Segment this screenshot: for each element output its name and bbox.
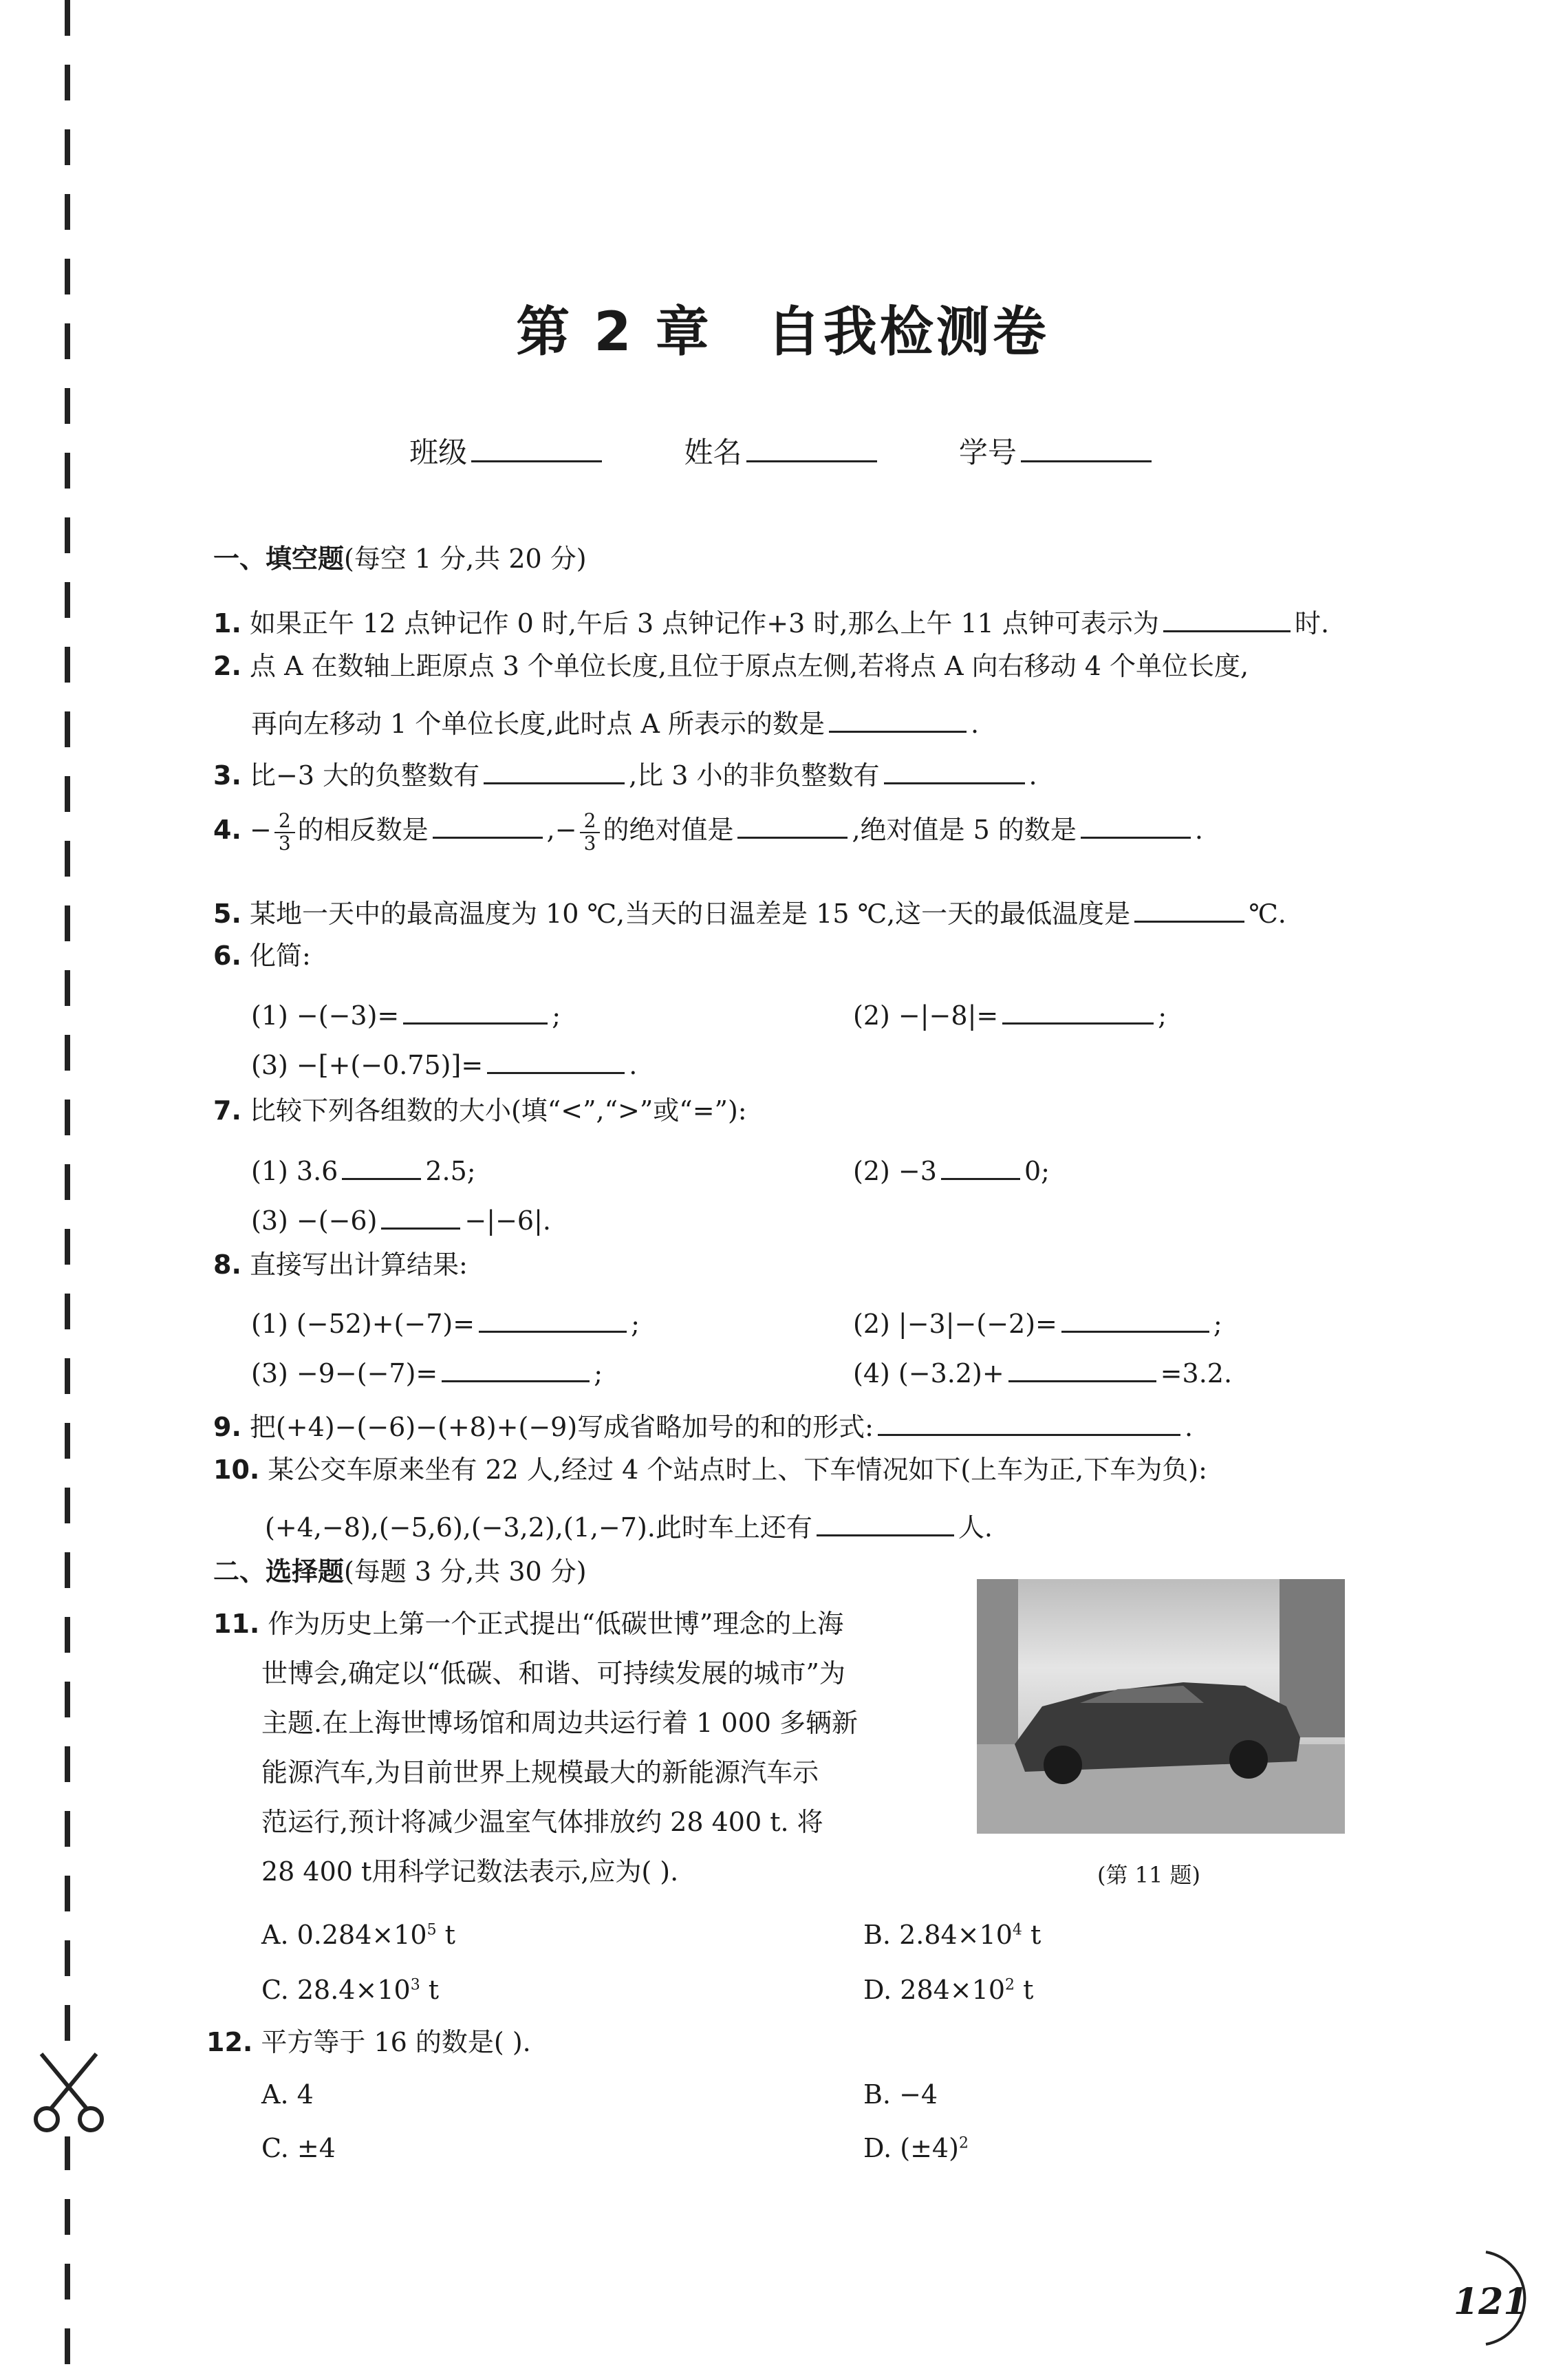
- q3-blank-2[interactable]: [884, 752, 1025, 784]
- question-5: 5. 某地一天中的最高温度为 10 ℃,当天的日温差是 15 ℃,这一天的最低温度是 ℃.: [213, 890, 1286, 930]
- q8-part-4: (4) (−3.2)+ =3.2.: [853, 1350, 1232, 1390]
- q11-line: 范运行,预计将减少温室气体排放约 28 400 t. 将: [261, 1807, 823, 1837]
- q7-blank-1[interactable]: [342, 1148, 421, 1180]
- q11-option-b[interactable]: B. $2.84\times 10^4$ t: [863, 1920, 1041, 1950]
- q11-line: 主题.在上海世博场馆和周边共运行着 1 000 多辆新: [261, 1708, 859, 1738]
- q6-part-1: (1) −(−3)= ;: [251, 992, 561, 1032]
- q4-blank-2[interactable]: [737, 806, 848, 839]
- question-2: 2. 点 A 在数轴上距原点 3 个单位长度,且位于原点左侧,若将点 A 向右移动 4 个单位长度,: [213, 651, 1249, 681]
- q11-line: 世博会,确定以“低碳、和谐、可持续发展的城市”为: [261, 1658, 845, 1688]
- question-6: 6. 化简:: [213, 941, 311, 971]
- question-9: 9. 把(+4)−(−6)−(+8)+(−9)写成省略加号的和的形式: .: [213, 1404, 1193, 1444]
- q12-option-b[interactable]: B. −4: [863, 2079, 938, 2110]
- q11-option-d[interactable]: D. $284\times 10^2$ t: [863, 1975, 1034, 2005]
- name-label: 姓名: [684, 436, 742, 469]
- id-field[interactable]: [1021, 430, 1152, 462]
- q4-blank-3[interactable]: [1081, 806, 1191, 839]
- q8-blank-4[interactable]: [1008, 1350, 1156, 1382]
- q12-option-c[interactable]: C. ±4: [261, 2133, 336, 2163]
- figure-caption: (第 11 题): [1097, 1862, 1201, 1888]
- q8-blank-3[interactable]: [442, 1350, 590, 1382]
- q9-blank[interactable]: [878, 1404, 1180, 1436]
- student-info: [0, 430, 1565, 471]
- q6-part-2: (2) −|−8|= ;: [853, 992, 1167, 1032]
- section2-heading: 二、选择题(每题 3 分,共 30 分): [213, 1556, 587, 1587]
- q7-blank-2[interactable]: [941, 1148, 1020, 1180]
- q6-part-3: (3) −[+(−0.75)]= .: [251, 1042, 637, 1082]
- q10-blank[interactable]: [817, 1504, 954, 1536]
- q2-blank[interactable]: [829, 700, 967, 733]
- q11-line: 能源汽车,为目前世界上规模最大的新能源汽车示: [261, 1757, 819, 1788]
- scissors-icon: [28, 2047, 110, 2136]
- class-field[interactable]: [471, 430, 602, 462]
- q1-blank[interactable]: [1163, 600, 1291, 632]
- q11-option-a[interactable]: A. $0.284\times 10^5$ t: [261, 1920, 455, 1950]
- page-number: 121: [1448, 2247, 1551, 2350]
- q8-part-3: (3) −9−(−7)= ;: [251, 1350, 603, 1390]
- q6-blank-2[interactable]: [1002, 992, 1154, 1025]
- q11-option-c[interactable]: C. $28.4\times 10^3$ t: [261, 1975, 440, 2005]
- car-photo: [977, 1579, 1345, 1834]
- question-3: 3. 比−3 大的负整数有 ,比 3 小的非负整数有 .: [213, 752, 1037, 792]
- q5-blank[interactable]: [1134, 890, 1244, 923]
- q12-option-a[interactable]: A. 4: [261, 2079, 314, 2110]
- q7-part-2: (2) −3 0;: [853, 1148, 1050, 1188]
- page-title: 第 2 章 自我检测卷: [516, 301, 1049, 363]
- question-10: 10. 某公交车原来坐有 22 人,经过 4 个站点时上、下车情况如下(上车为正,下车为负):: [213, 1455, 1207, 1485]
- question-4: 4. − $\frac{2}{3}$ 的相反数是 ,− $\frac{2}{3}$ 的绝对值是 ,绝对值是 5 的数是 .: [213, 806, 1203, 854]
- q6-blank-1[interactable]: [403, 992, 548, 1025]
- question-11: 11. 作为历史上第一个正式提出“低碳世博”理念的上海: [213, 1609, 844, 1639]
- q12-option-d[interactable]: D. $(\pm 4)^2$: [863, 2133, 969, 2163]
- question-1: 1. 如果正午 12 点钟记作 0 时,午后 3 点钟记作+3 时,那么上午 11 点钟可表示为 时.: [213, 600, 1329, 640]
- question-8: 8. 直接写出计算结果:: [213, 1250, 468, 1280]
- q8-part-1: (1) (−52)+(−7)= ;: [251, 1300, 640, 1340]
- q8-blank-2[interactable]: [1061, 1300, 1209, 1333]
- question-12: 12. 平方等于 16 的数是( ).: [206, 2027, 531, 2057]
- id-label: 学号: [958, 436, 1017, 469]
- q6-blank-3[interactable]: [487, 1042, 625, 1074]
- question-7: 7. 比较下列各组数的大小(填“<”,“>”或“=”):: [213, 1095, 747, 1126]
- q7-part-1: (1) 3.6 2.5;: [251, 1148, 476, 1188]
- q7-blank-3[interactable]: [381, 1197, 460, 1230]
- q11-line: 28 400 t用科学记数法表示,应为( ).: [261, 1856, 679, 1887]
- q8-blank-1[interactable]: [479, 1300, 627, 1333]
- question-10-cont: (+4,−8),(−5,6),(−3,2),(1,−7).此时车上还有 人.: [265, 1504, 993, 1544]
- fraction: $\frac{2}{3}$: [274, 811, 295, 855]
- name-field[interactable]: [746, 430, 877, 462]
- question-2-cont: 再向左移动 1 个单位长度,此时点 A 所表示的数是 .: [251, 700, 979, 740]
- q3-blank-1[interactable]: [484, 752, 625, 784]
- fraction: $\frac{2}{3}$: [580, 811, 601, 855]
- section1-heading: 一、填空题(每空 1 分,共 20 分): [213, 544, 587, 574]
- class-label: 班级: [409, 436, 468, 469]
- q4-blank-1[interactable]: [433, 806, 543, 839]
- q8-part-2: (2) |−3|−(−2)= ;: [853, 1300, 1222, 1340]
- q7-part-3: (3) −(−6) −|−6|.: [251, 1197, 551, 1237]
